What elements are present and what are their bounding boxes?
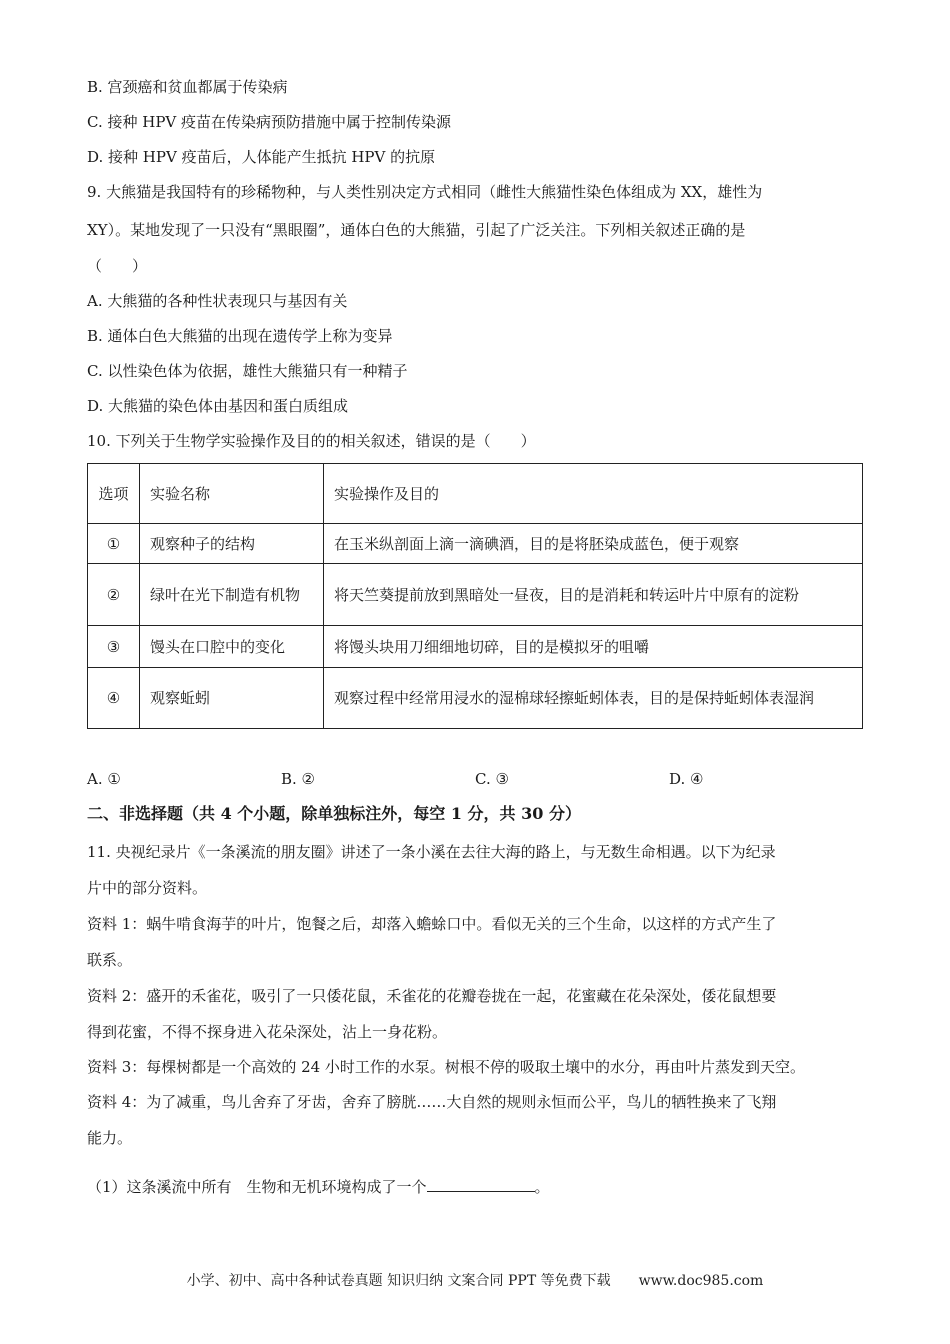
q8-option-c: C. 接种 HPV 疫苗在传染病预防措施中属于控制传染源	[87, 113, 452, 131]
table-cell-option: ①	[88, 524, 140, 564]
q11-material1-line2: 联系。	[87, 951, 133, 969]
table-cell-name: 观察蚯蚓	[140, 668, 324, 729]
q11-material2-line2: 得到花蜜，不得不探身进入花朵深处，沾上一身花粉。	[87, 1023, 448, 1041]
q11-material1-line1: 资料 1：蜗牛啃食海芋的叶片，饱餐之后，却落入蟾蜍口中。看似无关的三个生命，以这样的方式产生了	[87, 915, 777, 933]
table-row	[88, 524, 863, 564]
table-row	[88, 564, 863, 626]
answer-blank[interactable]	[427, 1175, 535, 1192]
q9-option-b: B. 通体白色大熊猫的出现在遗传学上称为变异	[87, 327, 393, 345]
q8-option-b: B. 宫颈癌和贫血都属于传染病	[87, 78, 288, 96]
q11-material4-line1: 资料 4：为了减重，鸟儿舍弃了牙齿，舍弃了膀胱……大自然的规则永恒而公平，鸟儿的牺牲换来了飞翔	[87, 1093, 777, 1111]
table-cell-option: ④	[88, 668, 140, 729]
q11-material4-line2: 能力。	[87, 1129, 133, 1147]
q11-material2-line1: 资料 2：盛开的禾雀花，吸引了一只倭花鼠，禾雀花的花瓣卷拢在一起，花蜜藏在花朵深处，倭花鼠想要	[87, 987, 777, 1005]
q9-option-d: D. 大熊猫的染色体由基因和蛋白质组成	[87, 397, 349, 415]
table-cell-operation: 将天竺葵提前放到黑暗处一昼夜，目的是消耗和转运叶片中原有的淀粉	[324, 564, 863, 626]
table-cell-option: ③	[88, 626, 140, 668]
q10-option-d: D. ④	[669, 770, 704, 788]
q10-stem: 10. 下列关于生物学实验操作及目的的相关叙述，错误的是（ ）	[87, 432, 536, 450]
table-cell-name: 馒头在口腔中的变化	[140, 626, 324, 668]
q9-stem-line1: 9. 大熊猫是我国特有的珍稀物种，与人类性别决定方式相同（雌性大熊猫性染色体组成为 XX，雄性为	[87, 183, 763, 201]
table-cell-name: 绿叶在光下制造有机物	[140, 564, 324, 626]
page-footer: 小学、初中、高中各种试卷真题 知识归纳 文案合同 PPT 等免费下载 www.doc985.com	[186, 1273, 764, 1289]
table-header-name: 实验名称	[140, 464, 324, 524]
q8-option-d: D. 接种 HPV 疫苗后，人体能产生抵抗 HPV 的抗原	[87, 148, 436, 166]
table-header-row	[88, 464, 863, 524]
q10-option-c: C. ③	[475, 770, 509, 788]
table-cell-operation: 在玉米纵剖面上滴一滴碘酒，目的是将胚染成蓝色，便于观察	[324, 524, 863, 564]
section-title: 二、非选择题（共 4 个小题，除单独标注外，每空 1 分，共 30 分）	[87, 804, 581, 823]
q11-stem-line2: 片中的部分资料。	[87, 879, 208, 897]
table-cell-operation: 观察过程中经常用浸水的湿棉球轻擦蚯蚓体表，目的是保持蚯蚓体表湿润	[324, 668, 863, 729]
table-cell-operation: 将馒头块用刀细细地切碎，目的是模拟牙的咀嚼	[324, 626, 863, 668]
q10-option-a: A. ①	[87, 770, 121, 788]
table-cell-option: ②	[88, 564, 140, 626]
q11-sub1	[87, 1175, 550, 1197]
table-header-option: 选项	[88, 464, 140, 524]
table-cell-name: 观察种子的结构	[140, 524, 324, 564]
q11-sub1-text: （1）这条溪流中所有 生物和无机环境构成了一个	[87, 1178, 427, 1196]
q11-stem-line1: 11. 央视纪录片《一条溪流的朋友圈》讲述了一条小溪在去往大海的路上，与无数生命相遇。以下为纪录	[87, 843, 776, 861]
q9-option-a: A. 大熊猫的各种性状表现只与基因有关	[87, 292, 348, 310]
q11-sub1-end: 。	[534, 1178, 550, 1196]
q9-stem-line2: XY）。某地发现了一只没有“黑眼圈”，通体白色的大熊猫，引起了广泛关注。下列相关叙述正确的是	[87, 221, 746, 239]
q9-option-c: C. 以性染色体为依据，雄性大熊猫只有一种精子	[87, 362, 408, 380]
table-row	[88, 626, 863, 668]
q9-stem-line3: （ ）	[87, 257, 148, 275]
q10-table	[87, 463, 863, 729]
q10-option-b: B. ②	[281, 770, 316, 788]
table-header-operation: 实验操作及目的	[324, 464, 863, 524]
q11-material3-line1: 资料 3：每棵树都是一个高效的 24 小时工作的水泵。树根不停的吸取土壤中的水分，再由叶片蒸发到天空。	[87, 1058, 805, 1076]
table-row	[88, 668, 863, 729]
